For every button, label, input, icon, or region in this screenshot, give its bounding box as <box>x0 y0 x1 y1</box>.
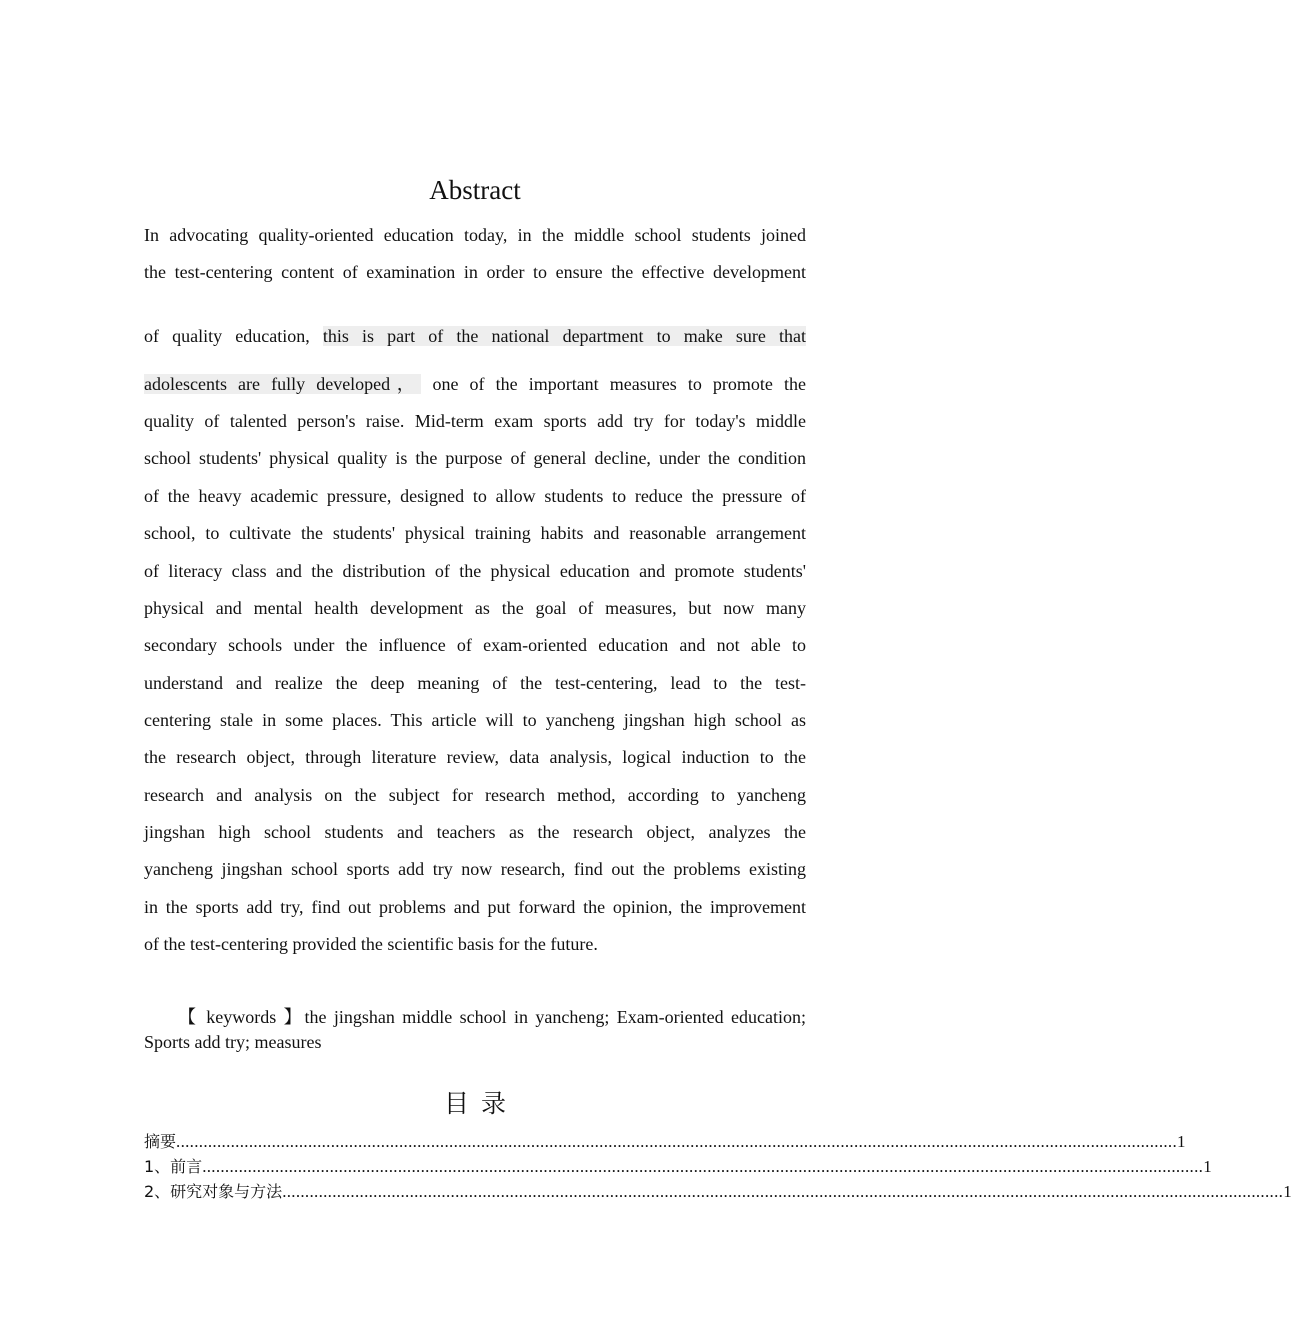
toc-title: 目录 <box>443 1089 518 1118</box>
abstract-line: yancheng jingshan school sports add try now research, find out the problems existing <box>144 859 806 879</box>
abstract-line: physical and mental health development as the goal of measures, but now many <box>144 598 806 618</box>
keywords-line: Sports add try; measures <box>144 1032 322 1052</box>
abstract-line: of the test-centering provided the scientific basis for the future. <box>144 934 598 954</box>
toc-entry[interactable] <box>144 1130 1186 1154</box>
toc-entry-label: 摘要 <box>144 1132 177 1151</box>
toc-entry-page: 1 <box>1283 1182 1292 1201</box>
abstract-line: of the heavy academic pressure, designed to allow students to reduce the pressure of <box>144 486 806 506</box>
toc-leader-dots: ............................................................................................................................................................................................................................ <box>282 1182 1284 1201</box>
abstract-line: research and analysis on the subject for research method, according to yancheng <box>144 785 806 805</box>
abstract-line: understand and realize the deep meaning of the test-centering, lead to the test- <box>144 673 806 693</box>
toc-entry[interactable] <box>144 1155 1212 1179</box>
abstract-line: In advocating quality-oriented education today, in the middle school students joined <box>144 225 806 245</box>
keywords-line: 【 keywords 】the jingshan middle school in yancheng; Exam-oriented education; <box>178 1007 806 1027</box>
toc-entry-label: 1、前言 <box>144 1157 203 1176</box>
abstract-line: school students' physical quality is the purpose of general decline, under the condition <box>144 448 806 468</box>
abstract-line: the test-centering content of examination in order to ensure the effective development <box>144 262 806 282</box>
abstract-line: centering stale in some places. This article will to yancheng jingshan high school as <box>144 710 806 730</box>
toc-entry[interactable] <box>144 1180 1292 1204</box>
abstract-line: quality of talented person's raise. Mid-term exam sports add try for today's middle <box>144 411 806 431</box>
abstract-line <box>144 372 806 396</box>
abstract-line: secondary schools under the influence of exam-oriented education and not able to <box>144 635 806 655</box>
abstract-line: of literacy class and the distribution of the physical education and promote students' <box>144 561 806 581</box>
toc-entry-label: 2、研究对象与方法 <box>144 1182 283 1201</box>
toc-leader-dots: ............................................................................................................................................................................................................................ <box>202 1157 1204 1176</box>
toc-leader-dots: ............................................................................................................................................................................................................................ <box>176 1132 1178 1151</box>
highlighted-text: adolescents are fully developed， <box>144 374 422 394</box>
toc-entry-page: 1 <box>1177 1132 1186 1151</box>
abstract-line: the research object, through literature review, data analysis, logical induction to the <box>144 747 806 767</box>
abstract-title: Abstract <box>429 175 521 205</box>
highlighted-text: this is part of the national department to make sure that <box>322 326 806 346</box>
abstract-line: school, to cultivate the students' physical training habits and reasonable arrangement <box>144 523 806 543</box>
abstract-line: jingshan high school students and teachers as the research object, analyzes the <box>144 822 806 842</box>
abstract-line-part: one of the important measures to promote the <box>421 374 806 394</box>
abstract-line-part: of quality education, <box>144 326 323 346</box>
abstract-line <box>144 324 806 348</box>
abstract-line: in the sports add try, find out problems and put forward the opinion, the improvement <box>144 897 806 917</box>
toc-entry-page: 1 <box>1203 1157 1212 1176</box>
